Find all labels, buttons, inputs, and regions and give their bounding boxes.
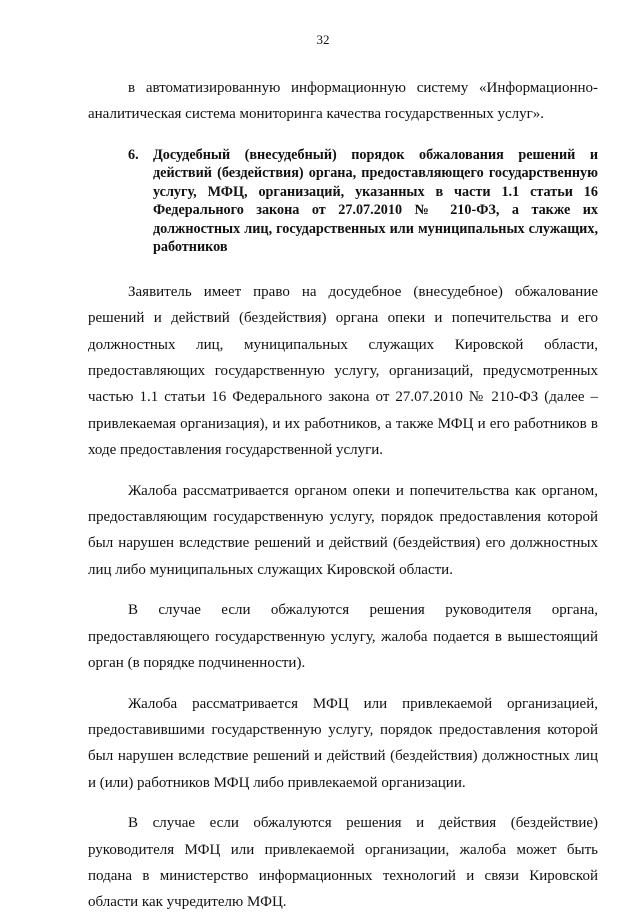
body-paragraph: В случае если обжалуются решения руководителя органа, предоставляющего государственную услугу, жалоба подается в вышестоящий орган (в порядке подчиненности). [88,602,598,672]
intro-paragraph: в автоматизированную информационную систему «Информационно-аналитическая система мониторинга качества государственных услуг». [88,80,598,123]
body-paragraph: Заявитель имеет право на досудебное (внесудебное) обжалование решений и действий (бездействия) органа опеки и попечительства и его должностных лиц, муниципальных служащих Кировской области, предоставляющих государственную услугу, организаций, предусмотренных частью 1.1 статьи 16 Федерального закона от 27.07.2010 № 210-ФЗ (далее – привлекаемая организация), и их работников, а также МФЦ и его работников в ходе предоставления государственной услуги. [88,283,598,459]
section-title: Досудебный (внесудебный) порядок обжалования решений и действий (бездействия) органа, предоставляющего государственную услугу, МФЦ, организаций, указанных в части 1.1 статьи 16 Федерального закона от 27.07.2010 № 210-ФЗ, а также их должностных лиц, государственных или муниципальных служащих, работников [153,146,598,256]
section-number: 6. [128,146,139,163]
section-heading [128,146,598,257]
body-paragraph: Жалоба рассматривается органом опеки и попечительства как органом, предоставляющим государственную услугу, порядок предоставления которой был нарушен вследствие решений и действий (бездействия) его должностных лиц либо муниципальных служащих Кировской области. [88,482,598,578]
body-paragraph: В случае если обжалуются решения и действия (бездействие) руководителя МФЦ или привлекаемой организации, жалоба может быть подана в министерство информационных технологий и связи Кировской области как учредителю МФЦ. [88,815,598,911]
page-number: 32 [316,32,330,47]
body-paragraph: Жалоба рассматривается МФЦ или привлекаемой организацией, предоставившими государственную услугу, порядок предоставления которой был нарушен вследствие решений и действий (бездействия) должностных лиц и (или) работников МФЦ либо привлекаемой организации. [88,695,598,791]
